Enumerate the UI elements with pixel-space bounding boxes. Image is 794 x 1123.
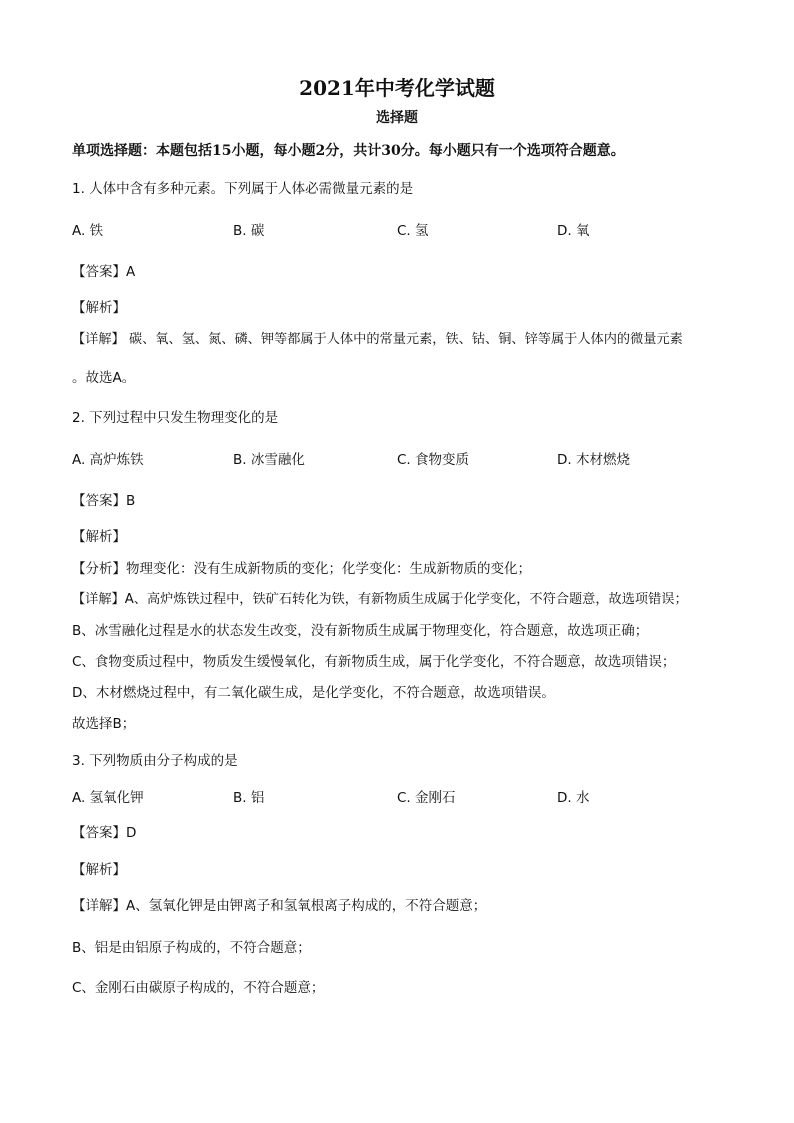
question-3-detail-b: B、铝是由铝原子构成的，不符合题意； xyxy=(72,940,311,956)
question-3-detail-a: 【详解】A、氢氧化钾是由钾离子和氢氧根离子构成的，不符合题意； xyxy=(72,898,487,914)
question-2-conclusion: 故选择B； xyxy=(72,716,136,732)
question-1-option-d: D. 氧 xyxy=(557,223,590,239)
question-3-option-d: D. 水 xyxy=(557,790,590,806)
question-3-detail-c: C、金刚石由碳原子构成的，不符合题意； xyxy=(72,980,325,996)
page-title: 2021年中考化学试题 xyxy=(299,76,495,100)
question-2-detail-c: C、食物变质过程中，物质发生缓慢氧化，有新物质生成，属于化学变化，不符合题意，故选项错误； xyxy=(72,654,676,670)
question-3-text: 3. 下列物质由分子构成的是 xyxy=(72,753,238,769)
question-2-detail-d: D、木材燃烧过程中，有二氧化碳生成，是化学变化，不符合题意，故选项错误。 xyxy=(72,685,555,701)
question-3-option-b: B. 铝 xyxy=(233,790,265,806)
question-2-detail-a: 【详解】A、高炉炼铁过程中，铁矿石转化为铁，有新物质生成属于化学变化，不符合题意，故选项错误； xyxy=(72,592,688,607)
question-2-option-b: B. 冰雪融化 xyxy=(233,452,305,468)
section-heading: 选择题 xyxy=(376,110,418,126)
question-3-option-a: A. 氢氧化钾 xyxy=(72,790,144,806)
question-3-answer: 【答案】D xyxy=(72,825,137,841)
question-2-option-c: C. 食物变质 xyxy=(397,452,470,468)
question-2-analysis-label: 【解析】 xyxy=(72,529,126,545)
question-1-detail: 【详解】 碳、氧、氢、氮、磷、钾等都属于人体中的常量元素，铁、钴、铜、锌等属于人体内的微量元素 xyxy=(72,332,683,347)
instructions: 单项选择题：本题包括15小题，每小题2分，共计30分。每小题只有一个选项符合题意。 xyxy=(72,143,625,159)
question-1-option-b: B. 碳 xyxy=(233,223,265,239)
question-1-analysis-label: 【解析】 xyxy=(72,300,126,316)
question-1-answer: 【答案】A xyxy=(72,264,136,280)
question-2-text: 2. 下列过程中只发生物理变化的是 xyxy=(72,410,279,426)
question-3-option-c: C. 金刚石 xyxy=(397,790,456,806)
question-2-option-d: D. 木材燃烧 xyxy=(557,452,630,468)
question-1-text: 1. 人体中含有多种元素。下列属于人体必需微量元素的是 xyxy=(72,181,414,197)
question-1-detail-cont: 。故选A。 xyxy=(72,370,136,386)
question-1-option-a: A. 铁 xyxy=(72,223,104,239)
question-3-analysis-label: 【解析】 xyxy=(72,862,126,878)
question-2-answer: 【答案】B xyxy=(72,493,136,509)
question-2-option-a: A. 高炉炼铁 xyxy=(72,452,144,468)
question-1-option-c: C. 氢 xyxy=(397,223,429,239)
question-2-detail-b: B、冰雪融化过程是水的状态发生改变，没有新物质生成属于物理变化，符合题意，故选项正确； xyxy=(72,623,649,639)
question-2-fenxi: 【分析】物理变化：没有生成新物质的变化；化学变化：生成新物质的变化； xyxy=(72,561,531,577)
